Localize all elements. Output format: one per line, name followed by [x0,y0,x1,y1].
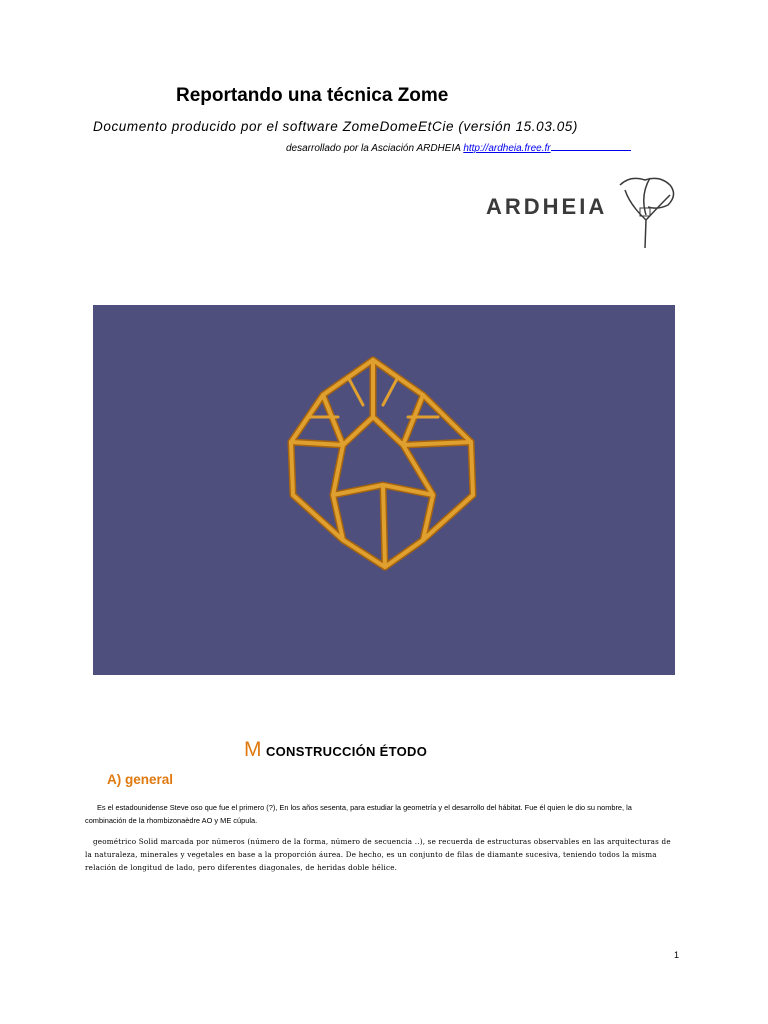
ardheia-logo [480,170,680,250]
section-letter: M [244,738,262,761]
zome-dome-icon [93,305,675,675]
developer-line [286,141,631,154]
3d-render-view [93,305,675,675]
page-number: 1 [674,950,680,960]
document-title: Reportando una técnica Zome [176,85,449,106]
paragraph-1: Es el estadounidense Steve oso que fue el primero (?), En los años sesenta, para estudiar la geometría y el desarrollo del hábitat. Fue él quien le dio su nombre, la combinación de la rhombizonaèdre AO y ME cúpula. [85,803,632,825]
website-link[interactable]: http://ardheia.free.fr [463,143,551,154]
subsection-heading: A) general [107,772,174,787]
developer-text: desarrollado por la Asciación ARDHEIA [286,143,464,154]
document-subtitle: Documento producido por el software ZomeDomeEtCie (versión 15.03.05) [93,119,579,134]
section-title: CONSTRUCCIÓN ÉTODO [265,744,428,759]
link-underline [551,141,631,151]
section-heading [244,738,427,762]
paragraph-2: geométrico Solid marcada por números (número de la forma, número de secuencia ..), se recuerda de estructuras observables en las arquitecturas de la naturaleza, minerales y vegetales en base a la proporción áurea. De hecho, es un conjunto de filas de diamante sucesiva, teniendo todos la misma relación de longitud de lado, pero diferentes diagonales, de heridas doble hélice. [85,837,671,872]
tree-icon [620,178,674,248]
logo-text: ARDHEIA [486,194,608,219]
